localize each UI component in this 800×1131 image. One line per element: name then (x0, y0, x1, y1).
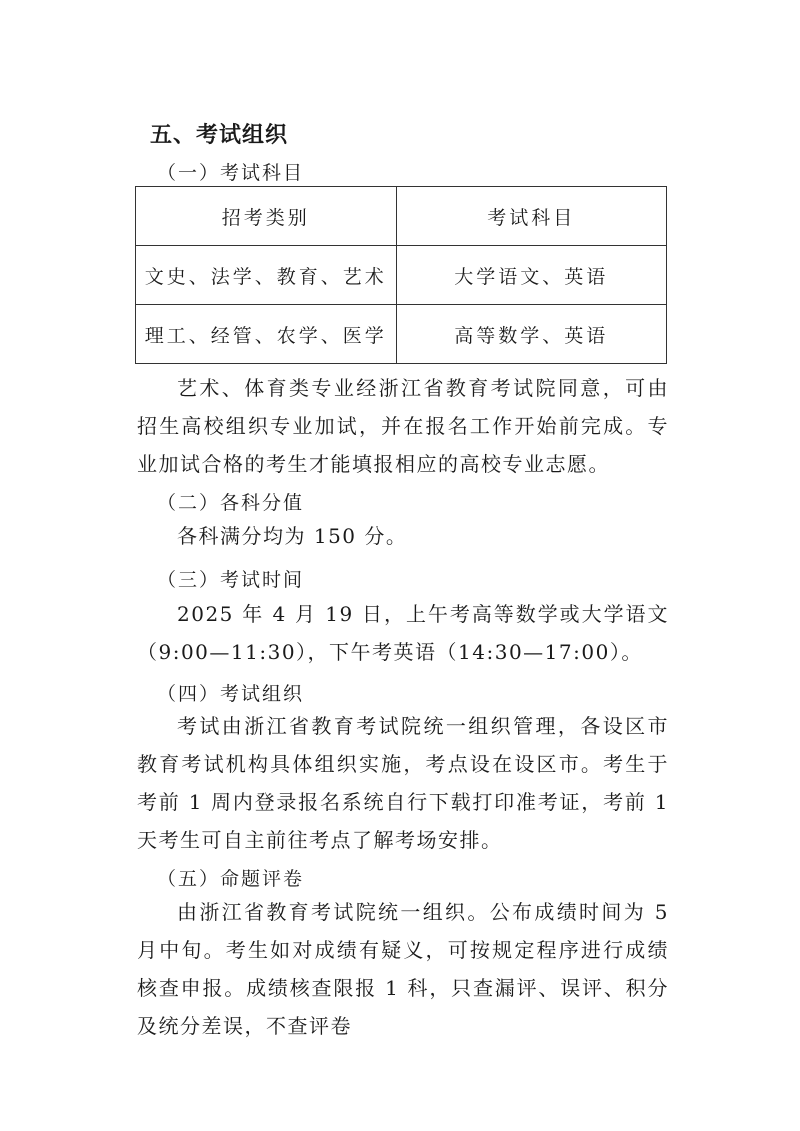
exam-subjects-table (135, 186, 667, 364)
time-heading: （三）考试时间 (157, 569, 305, 591)
table-cell-category: 理工、经管、农学、医学 (136, 305, 397, 364)
grading-heading: （五）命题评卷 (157, 868, 305, 890)
subjects-heading: （一）考试科目 (157, 162, 305, 184)
table-header-category: 招考类别 (136, 187, 397, 246)
scores-heading: （二）各科分值 (157, 492, 305, 514)
organization-heading: （四）考试组织 (157, 683, 305, 705)
grading-text: 由浙江省教育考试院统一组织。公布成绩时间为 5 月中旬。考生如对成绩有疑义，可按规定程序进行成绩核查申报。成绩核查限报 1 科，只查漏评、误评、积分及统分差误，不查评卷 (137, 900, 669, 1038)
table-cell-subjects: 高等数学、英语 (396, 305, 666, 364)
subjects-note: 艺术、体育类专业经浙江省教育考试院同意，可由招生高校组织专业加试，并在报名工作开始前完成。专业加试合格的考生才能填报相应的高校专业志愿。 (137, 376, 669, 476)
table-row (136, 305, 667, 364)
table-cell-subjects: 大学语文、英语 (396, 246, 666, 305)
scores-text: 各科满分均为 150 分。 (177, 524, 408, 548)
table-row (136, 246, 667, 305)
table-header-subjects: 考试科目 (396, 187, 666, 246)
time-text: 2025 年 4 月 19 日，上午考高等数学或大学语文（9:00—11:30），下午考英语（14:30—17:00）。 (137, 602, 669, 664)
table-cell-category: 文史、法学、教育、艺术 (136, 246, 397, 305)
table-header-row (136, 187, 667, 246)
organization-text: 考试由浙江省教育考试院统一组织管理，各设区市教育考试机构具体组织实施，考点设在设区市。考生于考前 1 周内登录报名系统自行下载打印准考证，考前 1 天考生可自主前往考点了解考场安排。 (137, 714, 669, 852)
section-title: 五、考试组织 (150, 123, 289, 148)
